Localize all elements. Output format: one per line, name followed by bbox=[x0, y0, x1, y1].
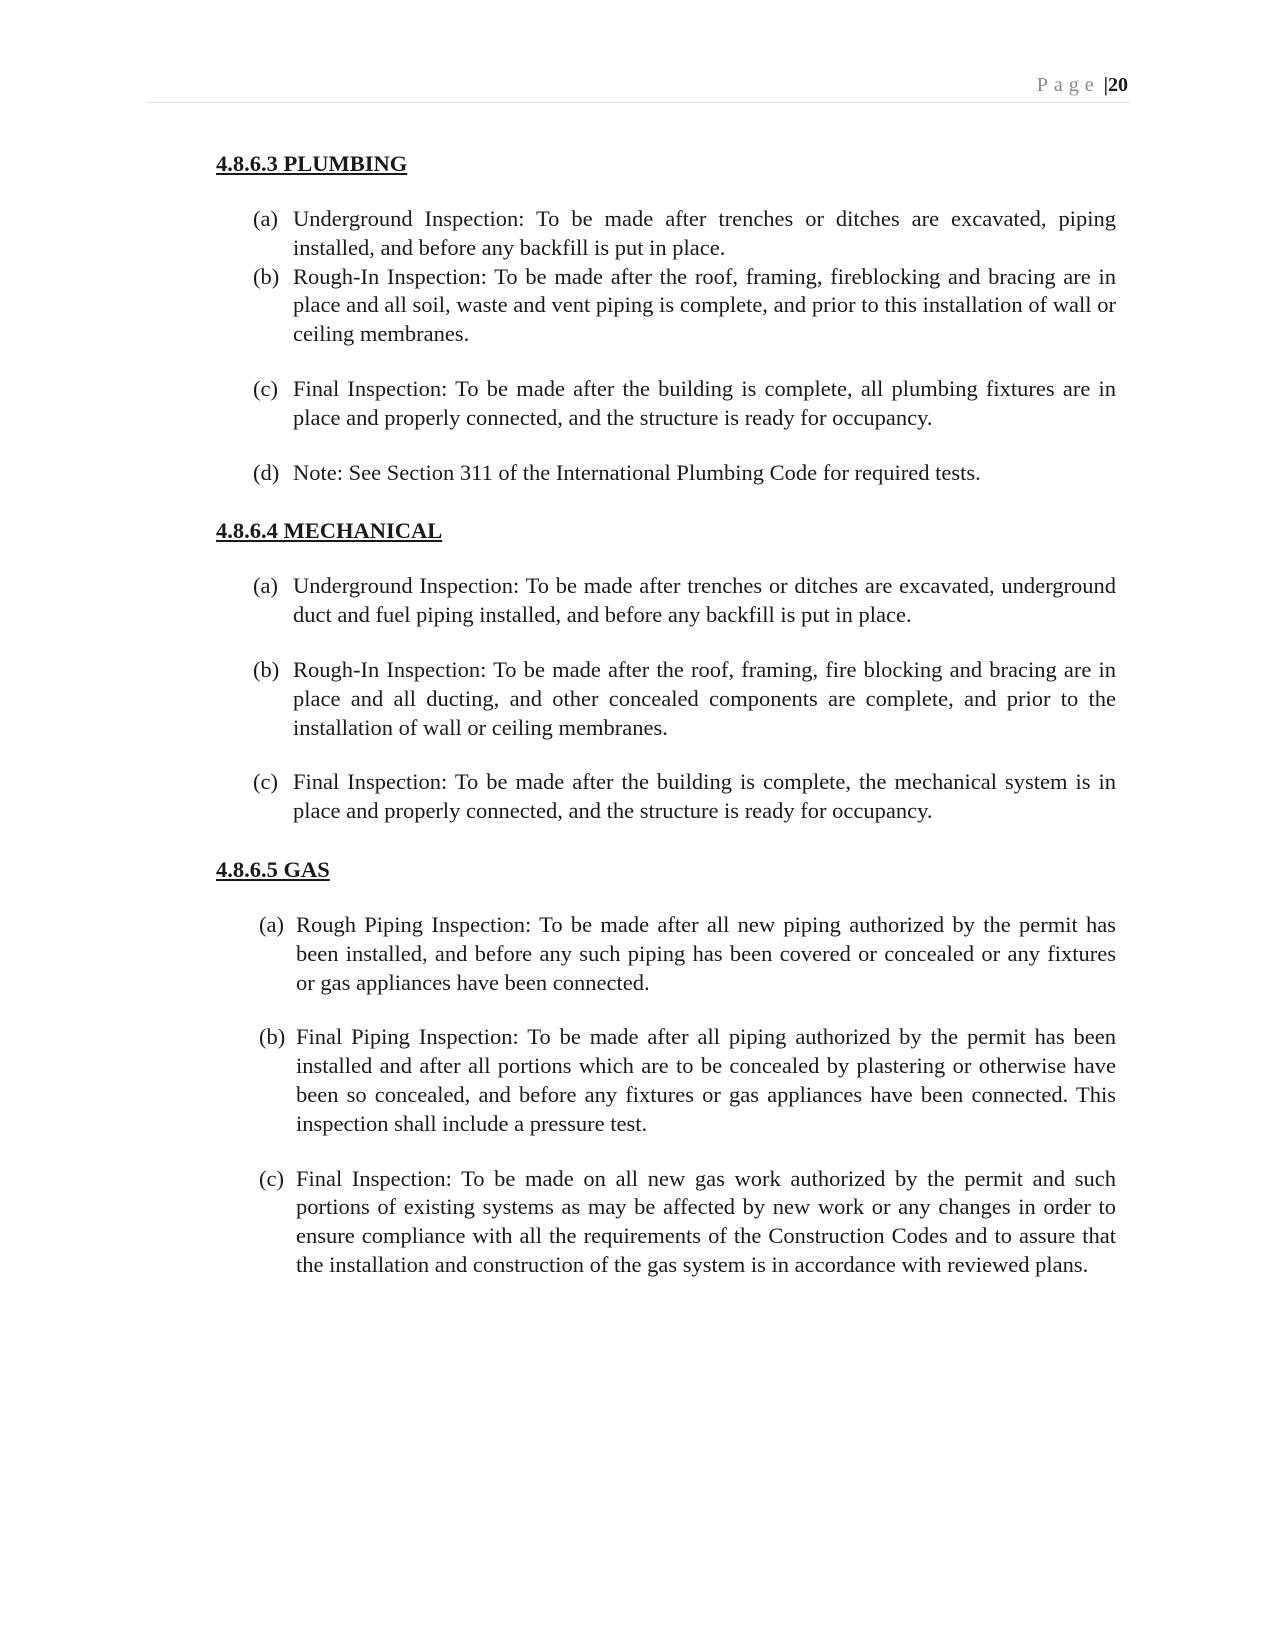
document-body bbox=[216, 148, 1116, 1280]
item-list bbox=[216, 911, 1116, 1280]
page-number-label bbox=[1037, 74, 1128, 97]
item-text: Final Inspection: To be made after the building is complete, all plumbing fixtures are in place and properly connected, and the structure is ready for occupancy. bbox=[293, 375, 1116, 430]
list-item bbox=[216, 375, 1116, 433]
item-label: (a) bbox=[253, 206, 278, 231]
item-label: (c) bbox=[259, 1165, 284, 1191]
item-text: Rough-In Inspection: To be made after the roof, framing, fireblocking and bracing are in place and all soil, waste and vent piping is complete, and prior to this installation of wall or ceiling membranes. bbox=[293, 263, 1116, 347]
section-title: 4.8.6.3 PLUMBING bbox=[216, 151, 408, 176]
page-header bbox=[146, 68, 1130, 103]
list-item bbox=[216, 205, 1116, 263]
section-title: 4.8.6.5 GAS bbox=[216, 856, 330, 882]
section-gas bbox=[216, 854, 1116, 1280]
list-item bbox=[216, 911, 1116, 997]
section-mechanical bbox=[216, 515, 1116, 826]
list-item bbox=[216, 656, 1116, 742]
item-label: (b) bbox=[253, 656, 280, 682]
item-label: (c) bbox=[253, 375, 278, 401]
page-word: Page bbox=[1036, 74, 1100, 96]
list-item bbox=[216, 459, 1116, 488]
item-text: Underground Inspection: To be made after trenches or ditches are excavated, underground duct and fuel piping installed, and before any backfill is put in place. bbox=[293, 573, 1116, 628]
item-text: Underground Inspection: To be made after trenches or ditches are excavated, piping installed, and before any backfill is put in place. bbox=[293, 206, 1116, 260]
item-text: Rough Piping Inspection: To be made after all new piping authorized by the permit has been installed, and before any such piping has been covered or concealed or any fixtures or gas appliances have been connected. bbox=[296, 911, 1116, 995]
item-label: (a) bbox=[253, 573, 278, 599]
item-text: Note: See Section 311 of the International Plumbing Code for required tests. bbox=[293, 459, 981, 485]
item-text: Final Piping Inspection: To be made after all piping authorized by the permit has been installed and after all portions which are to be concealed by plastering or otherwise have been so concealed, and before any fixtures or gas appliances have been connected. This inspection shall include a pressure test. bbox=[296, 1024, 1116, 1136]
item-text: Final Inspection: To be made on all new gas work authorized by the permit and such portions of existing systems as may be affected by new work or any changes in order to ensure compliance with all the requirements of the Construction Codes and to assure that the installation and construction of the gas system is in accordance with reviewed plans. bbox=[296, 1165, 1116, 1277]
item-label: (d) bbox=[253, 459, 280, 485]
section-plumbing bbox=[216, 148, 1116, 487]
list-item bbox=[216, 768, 1116, 826]
item-label: (a) bbox=[259, 911, 284, 937]
item-list bbox=[216, 572, 1116, 826]
list-item bbox=[216, 572, 1116, 630]
item-text: Final Inspection: To be made after the building is complete, the mechanical system is in place and properly connected, and the structure is ready for occupancy. bbox=[293, 769, 1116, 824]
section-title: 4.8.6.4 MECHANICAL bbox=[216, 518, 443, 544]
list-item bbox=[216, 1023, 1116, 1138]
list-item bbox=[216, 1165, 1116, 1280]
list-item bbox=[216, 263, 1116, 349]
page-separator: | bbox=[1103, 74, 1108, 96]
item-label: (b) bbox=[259, 1024, 286, 1050]
item-list bbox=[216, 205, 1116, 487]
item-text: Rough-In Inspection: To be made after the roof, framing, fire blocking and bracing are in place and all ducting, and other concealed components are complete, and prior to the installation of wall or ceiling membranes. bbox=[293, 656, 1116, 740]
item-label: (c) bbox=[253, 769, 278, 795]
page-number: 20 bbox=[1108, 74, 1128, 96]
item-label: (b) bbox=[253, 263, 280, 289]
